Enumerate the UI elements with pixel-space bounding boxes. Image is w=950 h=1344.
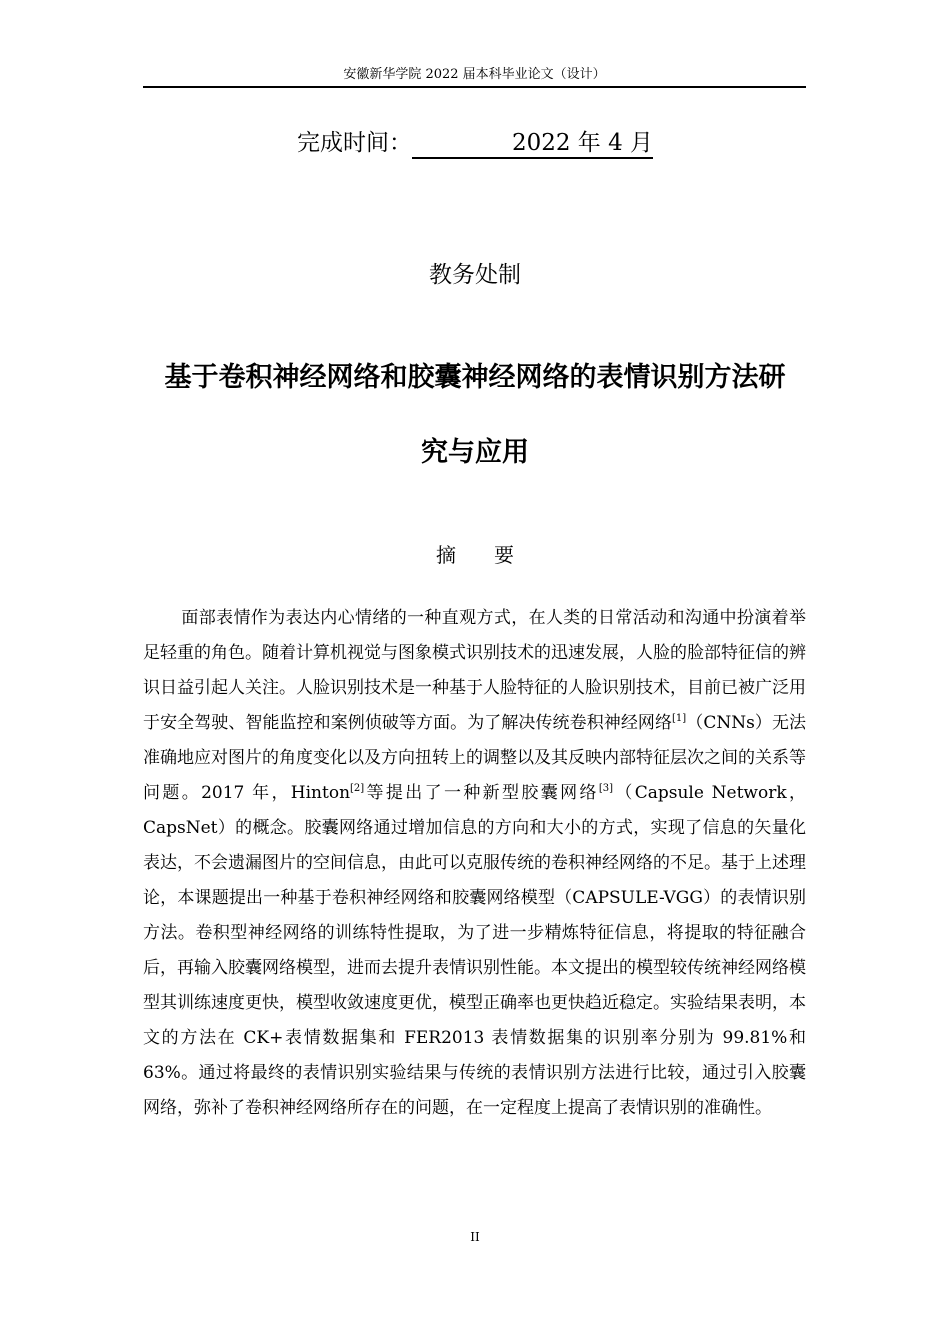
running-header: 安徽新华学院 2022 届本科毕业论文（设计） [343,67,606,82]
thesis-title-line-1: 基于卷积神经网络和胶囊神经网络的表情识别方法研 [164,362,786,393]
header-rule [143,86,806,88]
thesis-title-line-2: 究与应用 [421,437,529,468]
completion-date [0,126,950,160]
abstract-body [143,601,806,1126]
completion-value: 2022 年 4 月 [412,129,653,159]
abstract-text-3: 等提出了一种新型胶囊网络 [364,783,599,803]
issuing-office: 教务处制 [429,262,521,288]
abstract-text-4: （Capsule Network，CapsNet）的概念。胶囊网络通过增加信息的方向和大小的方式，实现了信息的矢量化表达，不会遗漏图片的空间信息，由此可以克服传统的卷积神经网络的不足。基于上述理论，本课题提出一种基于卷积神经网络和胶囊网络模型（CAPSULE-VGG）的表情识别方法。卷积型神经网络的训练特性提取，为了进一步精炼特征信息，将提取的特征融合后，再输入胶囊网络模型，进而去提升表情识别性能。本文提出的模型较传统神经网络模型其训练速度更快，模型收敛速度更优，模型正确率也更快趋近稳定。实验结果表明，本文的方法在 CK+表情数据集和 FER2013 表情数据集的识别率分别为 99.81%和 63%。通过将最终的表情识别实验结果与传统的表情识别方法进行比较，通过引入胶囊网络，弥补了卷积神经网络所存在的问题，在一定程度上提高了表情识别的准确性。 [143,783,806,1118]
citation-3: [3] [598,783,613,794]
abstract-heading-char-2: 要 [494,543,514,567]
page-number: II [470,1230,480,1244]
citation-2: [2] [350,783,365,794]
abstract-text-1: 面部表情作为表达内心情绪的一种直观方式，在人类的日常活动和沟通中扮演着举足轻重的角色。随着计算机视觉与图象模式识别技术的迅速发展，人脸的脸部特征信的辨识日益引起人关注。人脸识别技术是一种基于人脸特征的人脸识别技术，目前已被广泛用于安全驾驶、智能监控和案例侦破等方面。为了解决传统卷积神经网络 [143,608,806,733]
abstract-heading-char-1: 摘 [436,543,456,567]
abstract-heading [0,540,950,570]
completion-label: 完成时间： [296,130,412,156]
abstract-text-2: （CNNs）无法准确地应对图片的角度变化以及方向扭转上的调整以及其反映内部特征层次之间的关系等问题。2017 年，Hinton [143,713,807,803]
citation-1: [1] [672,713,687,724]
